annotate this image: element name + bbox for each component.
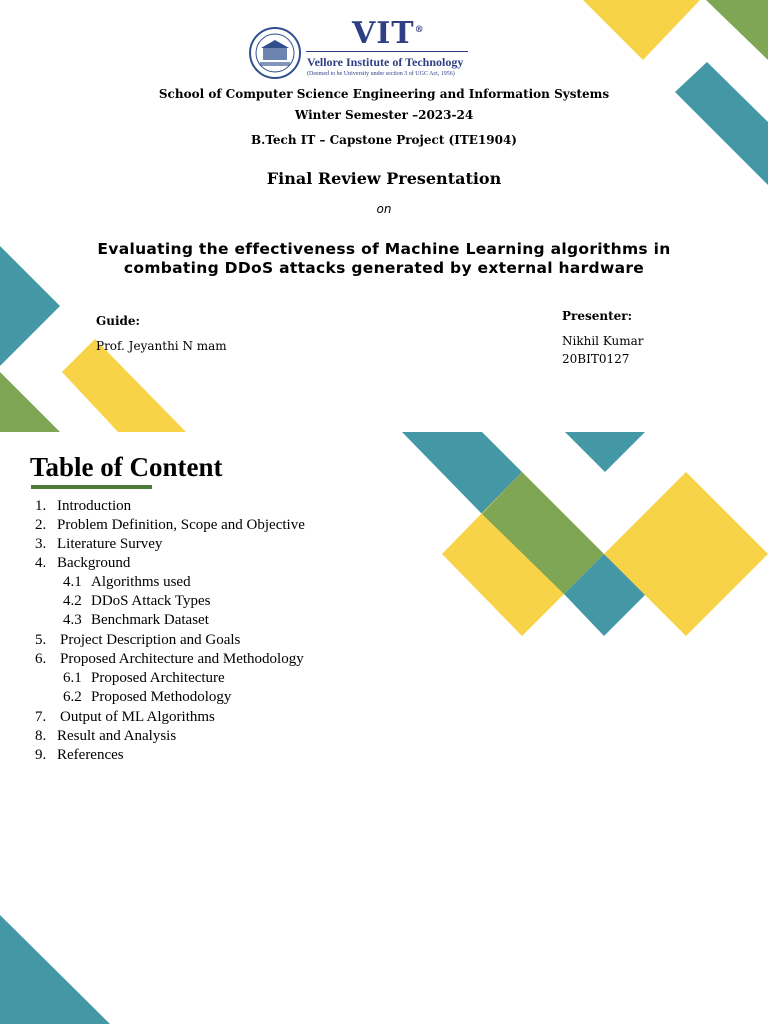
toc-item-number: 1. xyxy=(35,498,47,514)
toc-item-label: Proposed Architecture xyxy=(91,670,225,686)
toc-item xyxy=(63,689,231,706)
toc-item xyxy=(63,574,191,591)
toc-item-number: 7. xyxy=(35,709,47,725)
toc-item-label: DDoS Attack Types xyxy=(91,593,211,609)
logo-rule xyxy=(306,51,468,52)
toc-item-number: 5. xyxy=(35,632,47,648)
toc-item xyxy=(35,747,124,764)
toc-item-label: Literature Survey xyxy=(57,536,163,552)
toc-item-label: Result and Analysis xyxy=(57,728,177,744)
toc-item-label: Problem Definition, Scope and Objective xyxy=(57,517,305,533)
toc-item xyxy=(35,728,176,745)
toc-item-number: 8. xyxy=(35,728,47,744)
deemed-note: (Deemed to be University under section 3 of UGC Act, 1956) xyxy=(307,71,455,77)
toc-item-number: 4.3 xyxy=(63,612,82,628)
toc-item-label: Project Description and Goals xyxy=(60,632,241,648)
presenter-id: 20BIT0127 xyxy=(562,352,630,366)
guide-label: Guide: xyxy=(96,314,140,328)
guide-name: Prof. Jeyanthi N mam xyxy=(96,339,227,353)
toc-item-number: 4.1 xyxy=(63,574,82,590)
toc-item xyxy=(63,593,211,610)
presenter-name: Nikhil Kumar xyxy=(562,334,644,348)
on-label: on xyxy=(376,202,392,216)
toc-item xyxy=(35,709,215,726)
project-title-line2: combating DDoS attacks generated by external hardware xyxy=(123,259,645,277)
institute-name: Vellore Institute of Technology xyxy=(307,55,464,69)
deco-green-band-top xyxy=(706,0,768,60)
toc-item-label: References xyxy=(57,747,124,763)
toc-item xyxy=(35,555,130,572)
semester: Winter Semester –2023-24 xyxy=(294,108,474,122)
toc-item-label: Output of ML Algorithms xyxy=(60,709,215,725)
toc-item xyxy=(35,632,240,649)
review-title: Final Review Presentation xyxy=(266,169,502,188)
toc-item xyxy=(63,670,225,687)
toc-item-label: Background xyxy=(57,555,131,571)
toc-item-label: Benchmark Dataset xyxy=(91,612,209,628)
toc-slide xyxy=(0,432,768,1024)
deco-teal-triangle-toc xyxy=(565,432,645,472)
toc-item-number: 4.2 xyxy=(63,593,82,609)
toc-heading-underline xyxy=(31,485,152,489)
school-name: School of Computer Science Engineering and Information Systems xyxy=(158,87,610,101)
toc-item-label: Proposed Methodology xyxy=(91,689,232,705)
deco-teal-triangle-bottom xyxy=(0,915,110,1024)
toc-item xyxy=(35,651,304,668)
vit-wordmark: VIT® xyxy=(352,16,425,51)
toc-item-label: Introduction xyxy=(57,498,132,514)
toc-item-label: Algorithms used xyxy=(91,574,191,590)
vit-seal-logo xyxy=(248,26,302,80)
presenter-label: Presenter: xyxy=(562,309,633,323)
toc-item-number: 6.2 xyxy=(63,689,82,705)
toc-item xyxy=(35,517,305,534)
toc-item-number: 3. xyxy=(35,536,47,552)
toc-item-number: 4. xyxy=(35,555,47,571)
toc-item xyxy=(35,498,131,515)
toc-item-number: 9. xyxy=(35,747,47,763)
project-title-line1: Evaluating the effectiveness of Machine Learning algorithms in xyxy=(97,240,671,258)
toc-item xyxy=(63,612,209,629)
toc-heading: Table of Content xyxy=(30,452,223,482)
course-name: B.Tech IT – Capstone Project (ITE1904) xyxy=(251,133,517,147)
deco-yellow-triangle-top xyxy=(583,0,700,60)
title-slide xyxy=(0,0,768,432)
toc-item-number: 2. xyxy=(35,517,47,533)
deco-green-triangle-left xyxy=(0,372,60,432)
toc-item xyxy=(35,536,162,553)
toc-item-number: 6.1 xyxy=(63,670,82,686)
deco-teal-band-right xyxy=(675,62,768,185)
toc-item-label: Proposed Architecture and Methodology xyxy=(60,651,304,667)
toc-item-number: 6. xyxy=(35,651,47,667)
